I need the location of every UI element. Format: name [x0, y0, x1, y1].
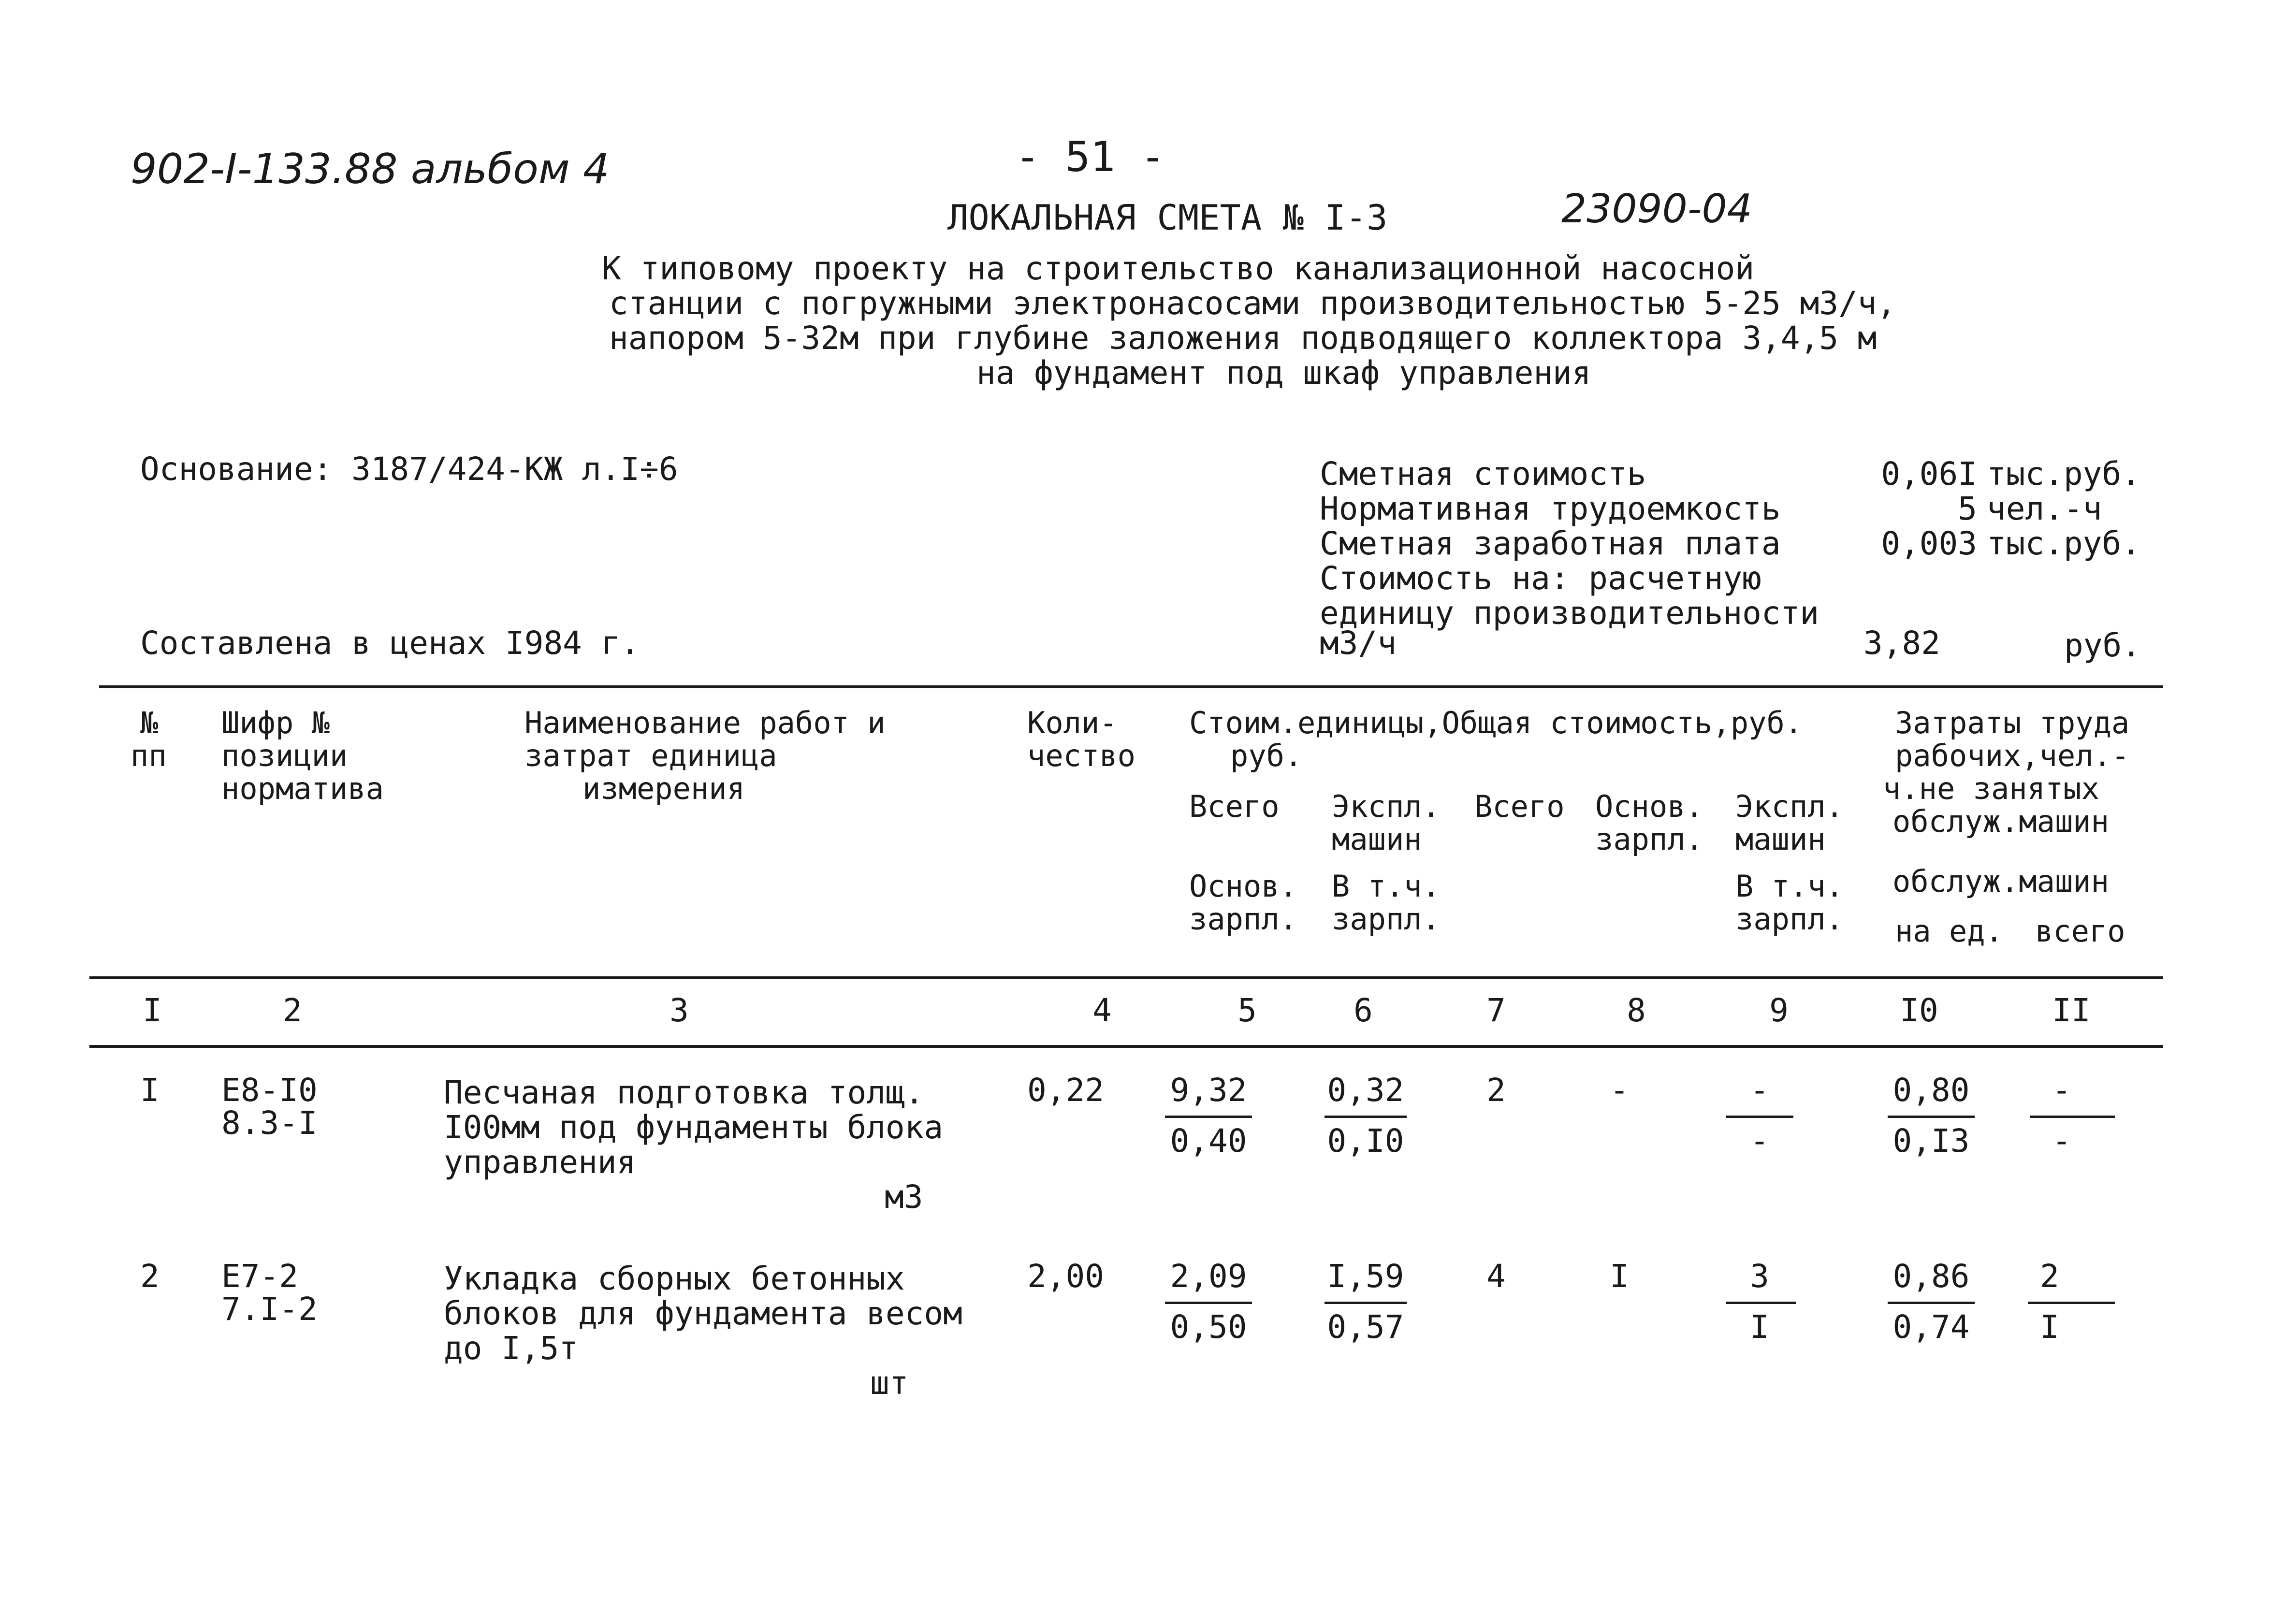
document-title: ЛОКАЛЬНАЯ СМЕТА № I-3 — [947, 197, 1388, 238]
row-c9-top: 3 — [1750, 1258, 1769, 1295]
header-c9-top-line1: Экспл. — [1735, 789, 1844, 824]
row-c5-top: 2,09 — [1170, 1258, 1247, 1295]
price-basis-text: Составлена в ценах I984 г. — [140, 624, 640, 662]
table-top-rule — [99, 685, 2163, 688]
row-name-line1: Песчаная подготовка толщ. — [444, 1074, 924, 1111]
column-number: 8 — [1627, 992, 1646, 1029]
row-c6-bottom: 0,I0 — [1327, 1122, 1404, 1160]
header-c8-top-line1: Основ. — [1595, 789, 1703, 824]
header-c6-top-line1: Экспл. — [1332, 789, 1440, 824]
header-col4-line1: Коли- — [1027, 705, 1118, 740]
header-c6-bottom-line1: В т.ч. — [1332, 869, 1440, 904]
page-number: - 51 - — [1015, 133, 1165, 181]
subtitle-line-3: напором 5-32м при глубине заложения подводящего коллектора 3,4,5 м — [609, 319, 1877, 357]
column-number: 3 — [669, 992, 689, 1029]
header-col3-line3: измерения — [582, 771, 745, 806]
summary-unit-cost: тыс.руб. — [1987, 455, 2140, 493]
column-number: 2 — [283, 992, 302, 1029]
row-unit: м3 — [885, 1178, 923, 1216]
row-c9-bottom: I — [1750, 1308, 1769, 1346]
summary-label-wage: Сметная заработная плата — [1320, 525, 1781, 562]
subtitle-line-4: на фундамент под шкаф управления — [976, 354, 1591, 392]
column-number: 9 — [1769, 992, 1789, 1029]
summary-value-labor: 5 — [1958, 490, 1977, 527]
row-unit: шт — [870, 1364, 909, 1402]
row-quantity: 2,00 — [1027, 1258, 1104, 1295]
header-c9-bottom-line1: В т.ч. — [1735, 869, 1844, 904]
header-c8-top-line2: зарпл. — [1595, 822, 1703, 857]
album-reference: 902-I-133.88 альбом 4 — [131, 145, 610, 193]
row-c6-bottom: 0,57 — [1327, 1308, 1404, 1346]
header-bottom-rule — [89, 976, 2163, 979]
fraction-rule — [1726, 1116, 1793, 1118]
row-c11-top: - — [2052, 1072, 2071, 1109]
summary-label-cost: Сметная стоимость — [1320, 455, 1646, 493]
summary-value-cost: 0,06I — [1881, 455, 1977, 493]
row-name-line3: до I,5т — [444, 1330, 579, 1367]
header-col2-line1: Шифр № — [221, 705, 330, 740]
subtitle-line-2: станции с погружными электронасосами производительностью 5-25 м3/ч, — [609, 285, 1896, 322]
column-number: I — [143, 992, 162, 1029]
header-c5-top: Всего — [1189, 789, 1280, 824]
header-col3-line1: Наименование работ и — [524, 705, 886, 740]
header-labor-line5: обслуж.машин — [1892, 864, 2109, 899]
header-c6-top-line2: машин — [1332, 822, 1422, 857]
fraction-rule — [1324, 1302, 1407, 1304]
header-col1-line1: № — [140, 705, 159, 740]
column-number: I0 — [1900, 992, 1938, 1029]
document-code: 23090-04 — [1561, 186, 1752, 232]
header-c9-bottom-line2: зарпл. — [1735, 901, 1844, 937]
row-name-line2: I00мм под фундаменты блока — [444, 1109, 944, 1146]
header-labor-per-unit: на ед. — [1895, 914, 2003, 949]
header-c9-top-line2: машин — [1735, 822, 1826, 857]
header-c6-bottom-line2: зарпл. — [1332, 901, 1440, 937]
header-labor-line4: обслуж.машин — [1892, 804, 2109, 839]
row-c9-bottom: - — [1750, 1122, 1769, 1160]
row-c11-top: 2 — [2040, 1258, 2059, 1295]
row-c10-bottom: 0,74 — [1892, 1308, 1970, 1346]
row-name-line2: блоков для фундамента весом — [444, 1295, 962, 1332]
fraction-rule — [1888, 1116, 1975, 1118]
column-numbers-rule — [89, 1045, 2163, 1048]
row-name-line3: управления — [444, 1144, 636, 1181]
header-labor-line3: ч.не занятых — [1883, 771, 2099, 806]
column-number: 5 — [1237, 992, 1257, 1029]
row-c11-bottom: - — [2052, 1122, 2071, 1160]
row-number: I — [140, 1072, 160, 1109]
summary-unit-labor: чел.-ч — [1987, 490, 2102, 527]
header-col4-line2: чество — [1027, 738, 1135, 773]
header-col1-line2: пп — [131, 738, 167, 773]
subtitle-line-1: К типовому проекту на строительство канализационной насосной — [602, 250, 1755, 287]
fraction-rule — [1726, 1302, 1796, 1304]
fraction-rule — [2030, 1116, 2115, 1118]
row-c8: - — [1610, 1072, 1629, 1109]
header-labor-line1: Затраты труда — [1895, 705, 2130, 740]
column-number: II — [2052, 992, 2091, 1029]
row-code-line1: Е7-2 — [221, 1258, 298, 1295]
row-c10-top: 0,80 — [1892, 1072, 1970, 1109]
header-c5-bottom-line1: Основ. — [1189, 869, 1297, 904]
header-col2-line3: норматива — [221, 771, 384, 806]
header-cost-group: Стоим.единицы,Общая стоимость,руб. — [1189, 705, 1803, 740]
fraction-rule — [1888, 1302, 1975, 1304]
row-c5-top: 9,32 — [1170, 1072, 1247, 1109]
row-name-line1: Укладка сборных бетонных — [444, 1260, 905, 1297]
row-c8: I — [1610, 1258, 1629, 1295]
row-number: 2 — [140, 1258, 160, 1295]
header-cost-group-rub: руб. — [1230, 738, 1303, 773]
header-c7-top: Всего — [1474, 789, 1565, 824]
row-c10-bottom: 0,I3 — [1892, 1122, 1970, 1160]
fraction-rule — [1165, 1302, 1252, 1304]
summary-unit-cost-per-unit: руб. — [2064, 627, 2141, 664]
header-c5-bottom-line2: зарпл. — [1189, 901, 1297, 937]
summary-label-cost-per-unit-2: единицу производительности — [1320, 594, 1819, 632]
fraction-rule — [1165, 1116, 1252, 1118]
fraction-rule — [2028, 1302, 2115, 1304]
summary-label-labor: Нормативная трудоемкость — [1320, 490, 1781, 527]
row-c11-bottom: I — [2040, 1308, 2059, 1346]
column-number: 6 — [1354, 992, 1373, 1029]
row-c9-top: - — [1750, 1072, 1769, 1109]
row-c6-top: 0,32 — [1327, 1072, 1404, 1109]
row-code-line2: 8.3-I — [221, 1104, 318, 1142]
row-code-line2: 7.I-2 — [221, 1290, 318, 1328]
column-number: 4 — [1092, 992, 1112, 1029]
basis-text: Основание: 3187/424-КЖ л.I÷6 — [140, 450, 678, 488]
row-c6-top: I,59 — [1327, 1258, 1404, 1295]
row-c5-bottom: 0,50 — [1170, 1308, 1247, 1346]
header-labor-total: всего — [2035, 914, 2125, 949]
column-number: 7 — [1486, 992, 1506, 1029]
summary-value-wage: 0,003 — [1881, 525, 1977, 562]
fraction-rule — [1324, 1116, 1407, 1118]
row-quantity: 0,22 — [1027, 1072, 1104, 1109]
summary-label-cost-per-unit-1: Стоимость на: расчетную — [1320, 560, 1761, 597]
header-col2-line2: позиции — [221, 738, 348, 773]
row-code-line1: Е8-I0 — [221, 1072, 318, 1109]
header-labor-line2: рабочих,чел.- — [1895, 738, 2130, 773]
summary-unit-wage: тыс.руб. — [1987, 525, 2140, 562]
row-c5-bottom: 0,40 — [1170, 1122, 1247, 1160]
row-c7: 2 — [1486, 1072, 1506, 1109]
row-c10-top: 0,86 — [1892, 1258, 1970, 1295]
row-c7: 4 — [1486, 1258, 1506, 1295]
summary-value-cost-per-unit: 3,82 — [1863, 624, 1940, 662]
summary-label-cost-per-unit-3: м3/ч — [1320, 624, 1397, 662]
header-col3-line2: затрат единица — [524, 738, 777, 773]
